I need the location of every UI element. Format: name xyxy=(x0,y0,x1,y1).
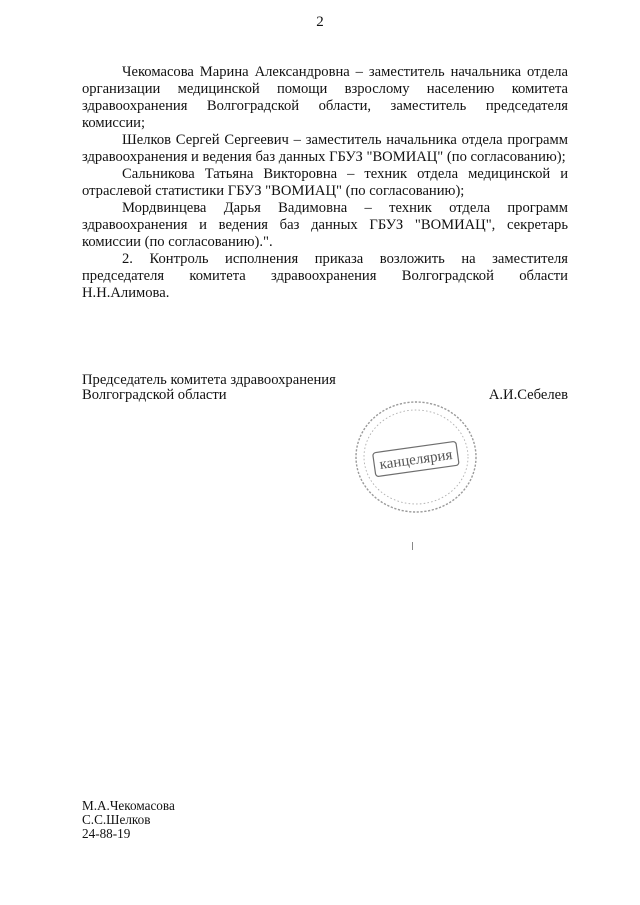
scan-mark xyxy=(412,542,413,550)
paragraph-salnikova: Сальникова Татьяна Викторовна – техник отдела медицинской и отраслевой статистики ГБУЗ "ВОМИАЦ" (по согласованию); xyxy=(82,166,568,199)
page-number: 2 xyxy=(316,14,324,30)
signatory-title-line1: Председатель комитета здравоохранения xyxy=(82,372,336,388)
paragraph-control-clause: 2. Контроль исполнения приказа возложить на заместителя председателя комитета здравоохранения Волгоградской области Н.Н.Алимова. xyxy=(82,251,568,301)
executor-name-1: М.А.Чекомасова xyxy=(82,798,175,813)
paragraph-shelkov: Шелков Сергей Сергеевич – заместитель начальника отдела программ здравоохранения и ведения баз данных ГБУЗ "ВОМИАЦ" (по согласованию); xyxy=(82,132,568,165)
signatory-title-line2: Волгоградской области xyxy=(82,387,227,403)
paragraph-chekomasova: Чекомасова Марина Александровна – заместитель начальника отдела организации медицинской помощи взрослому населению комитета здравоохранения Волгоградской области, заместитель председателя комиссии; xyxy=(82,64,568,131)
stamp-text: канцелярия xyxy=(378,446,454,474)
signature-block xyxy=(82,373,568,403)
executor-footer xyxy=(82,799,175,841)
stamp-seal xyxy=(352,398,480,516)
paragraph-mordvintseva: Мордвинцева Дарья Вадимовна – техник отдела программ здравоохранения и ведения баз данных ГБУЗ "ВОМИАЦ", секретарь комиссии (по согласованию).". xyxy=(82,200,568,250)
executor-name-2: С.С.Шелков xyxy=(82,812,151,827)
signatory-name: А.И.Себелев xyxy=(488,387,568,403)
executor-phone: 24-88-19 xyxy=(82,826,131,841)
signatory-line2 xyxy=(82,388,568,403)
document-body xyxy=(82,64,568,302)
